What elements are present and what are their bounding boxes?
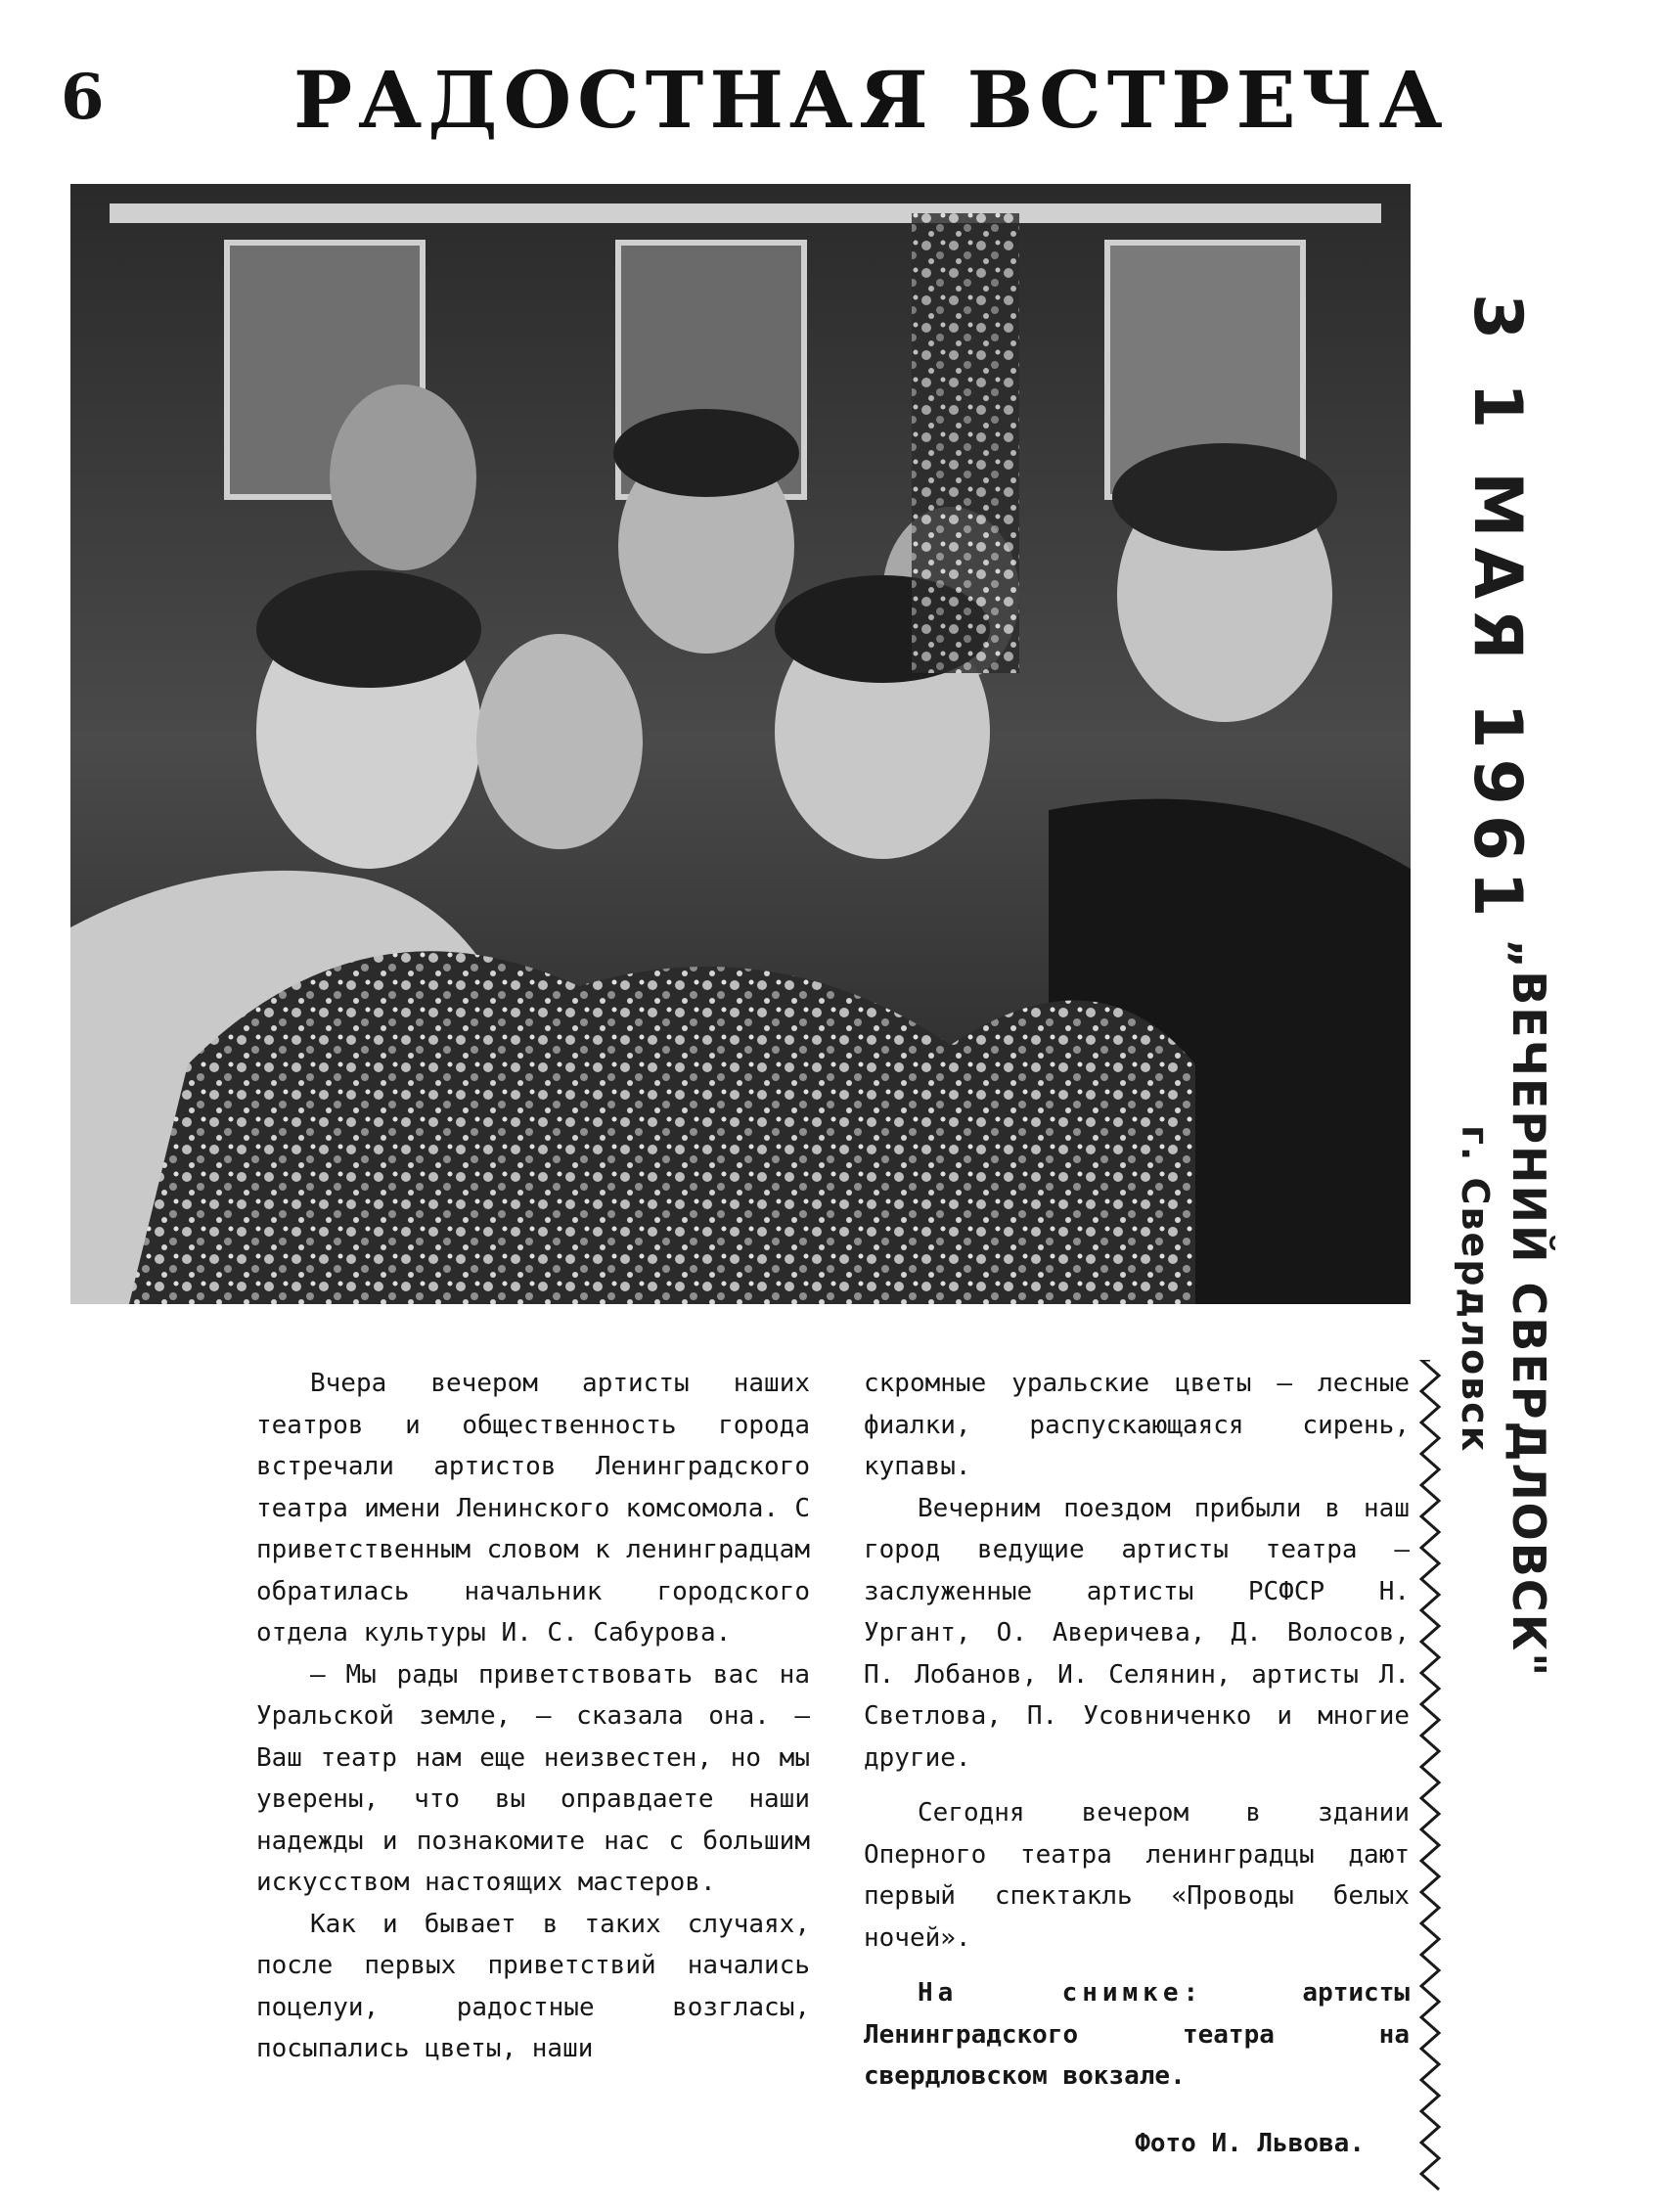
caption-text: артисты Ленинградского театра на свердловском вокзале. bbox=[864, 1978, 1410, 2091]
article-left-column bbox=[256, 1363, 810, 2070]
headline: РАДОСТНАЯ ВСТРЕЧА bbox=[293, 54, 1449, 146]
paragraph: — Мы рады приветствовать вас на Уральской земле, — сказала она. — Ваш театр нам еще неизвестен, но мы уверены, что вы оправдаете наши надежды и познакомите нас с большим искусством настоящих мастеров. bbox=[256, 1659, 810, 1897]
paragraph: Вчера вечером артисты наших театров и общественность города встречали артистов Ленинградского театра имени Ленинского комсомола. С приветственным словом к ленинградцам обратилась начальник городского отдела культуры И. С. Сабурова. bbox=[256, 1369, 810, 1648]
article-right-column bbox=[864, 1363, 1410, 2164]
paragraph: скромные уральские цветы — лесные фиалки, распускающаяся сирень, купавы. bbox=[864, 1369, 1410, 1481]
stamp-city: г. Свердловск bbox=[1454, 1125, 1497, 1454]
photo-caption bbox=[864, 1972, 1410, 2098]
stamp-date: 3 1 МАЯ 1961 bbox=[1458, 293, 1536, 927]
photo-illustration bbox=[70, 184, 1411, 1304]
news-photo bbox=[70, 184, 1411, 1304]
paragraph: Сегодня вечером в здании Оперного театра ленинградцы дают первый спектакль «Проводы белых ночей». bbox=[864, 1798, 1410, 1953]
stamp-newspaper: „ВЕЧЕРНИЙ СВЕРДЛОВСК" bbox=[1503, 939, 1555, 1679]
clipping-edge bbox=[1413, 1360, 1447, 2191]
caption-label: На снимке: bbox=[918, 1978, 1204, 2008]
page-number: 6 bbox=[61, 61, 105, 134]
photo-credit: Фото И. Львова. bbox=[1135, 2128, 1365, 2158]
paragraph: Как и бывает в таких случаях, после первых приветствий начались поцелуи, радостные возгласы, посыпались цветы, наши bbox=[256, 1909, 810, 2063]
date-stamp bbox=[1458, 293, 1536, 927]
paragraph: Вечерним поездом прибыли в наш город ведущие артисты театра — заслуженные артисты РСФСР Н. Ургант, О. Аверичева, Д. Волосов, П. Лобанов, И. Селянин, артисты Л. Светлова, П. Усовниченко и многие другие. bbox=[864, 1493, 1410, 1773]
